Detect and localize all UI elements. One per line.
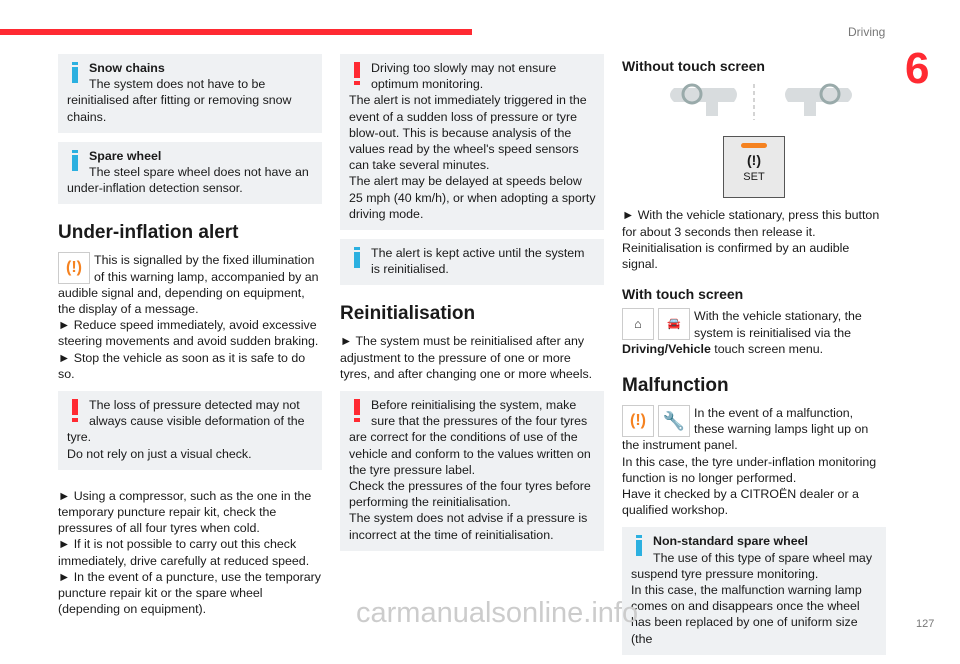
page-number: 127: [916, 618, 935, 630]
info-non-standard-spare: [622, 527, 886, 654]
warning-note: [340, 391, 604, 551]
info-snow-chains: [58, 54, 322, 133]
paragraph: With the vehicle stationary, the system is reinitialised via the: [694, 309, 862, 340]
note-text: Do not rely on just a visual check.: [67, 446, 252, 461]
note-text: The alert is not immediately triggered in the event of a sudden loss of pressure or tyre blow-out. This is because analysis of the values read by the wheel's speed sensors can take several minutes.: [349, 93, 587, 173]
wrench-icon: 🔧: [658, 405, 690, 437]
chapter-number: 6: [905, 44, 930, 93]
menu-name: Driving/Vehicle: [622, 341, 711, 356]
note-text: The system does not advise if a pressure is incorrect at the time of reinitialisation.: [349, 511, 588, 542]
tyre-pressure-warning-icon: (!): [622, 405, 654, 437]
set-button[interactable]: [723, 136, 785, 198]
column-3: [622, 54, 886, 664]
note-title: Non-standard spare wheel: [653, 534, 808, 549]
bullet: ► Reduce speed immediately, avoid excessive steering movements and avoid sudden braking.: [58, 318, 319, 349]
heading-malfunction: Malfunction: [622, 375, 729, 397]
info-note: [340, 239, 604, 285]
section-title: Driving: [848, 25, 886, 39]
note-title: Snow chains: [89, 61, 165, 75]
warning-note: [340, 54, 604, 230]
note-text: Before reinitialising the system, make sure that the pressures of the four tyres are correct for the conditions of use of the vehicle and conform to the values written on the tyre pressure label.: [349, 398, 591, 477]
bullet: ► With the vehicle stationary, press this button for about 3 seconds then release it. Reinitialisation is confirmed by an audible signal.: [622, 208, 880, 272]
bullet: ► The system must be reinitialised after any adjustment to the pressure of one or more tyres, and after changing one or more wheels.: [340, 334, 593, 381]
note-text: The use of this type of spare wheel may suspend tyre pressure monitoring.: [631, 550, 873, 581]
note-text: The system does not have to be reinitialised after fitting or removing snow chains.: [67, 77, 292, 124]
column-1: [58, 54, 322, 617]
info-icon: [67, 60, 89, 90]
dashboard-location-illustration: [622, 80, 886, 122]
note-text: The alert may be delayed at speeds below 25 mph (40 km/h), or when adopting a sporty driving mode.: [349, 174, 596, 221]
tyre-pressure-icon: (!): [747, 152, 761, 169]
indicator-light: [741, 143, 767, 148]
paragraph: Have it checked by a CITROËN dealer or a qualified workshop.: [622, 487, 859, 518]
note-text: Check the pressures of the four tyres before performing the reinitialisation.: [349, 479, 591, 510]
note-text: In this case, the malfunction warning lamp comes on and disappears once the wheel has been replaced by one of uniform size (the: [631, 583, 862, 646]
paragraph: In this case, the tyre under-inflation monitoring function is no longer performed.: [622, 454, 877, 485]
heading-under-inflation-alert: Under-inflation alert: [58, 222, 239, 244]
note-text: Driving too slowly may not ensure optimum monitoring.: [371, 61, 557, 92]
note-text: The loss of pressure detected may not always cause visible deformation of the tyre.: [67, 398, 305, 445]
set-label: SET: [743, 170, 765, 183]
heading-with-touch-screen: With touch screen: [622, 286, 744, 303]
tyre-pressure-warning-icon: (!): [58, 252, 90, 284]
bullet: ► In the event of a puncture, use the temporary puncture repair kit or the spare wheel (depending on equipment).: [58, 569, 321, 617]
note-title: Spare wheel: [89, 148, 162, 163]
bullet: ► Using a compressor, such as the one in the temporary puncture repair kit, check the pressures of all four tyres when cold.: [58, 488, 312, 536]
warning-note: [58, 391, 322, 470]
warning-icon: [349, 397, 371, 427]
warning-icon: [67, 397, 89, 427]
info-icon: [631, 533, 653, 563]
heading-reinitialisation: Reinitialisation: [340, 303, 476, 325]
info-icon: [349, 245, 371, 275]
bullet: ► Stop the vehicle as soon as it is safe to do so.: [58, 350, 306, 381]
note-text: The alert is kept active until the system is reinitialised.: [371, 246, 585, 277]
heading-without-touch-screen: Without touch screen: [622, 58, 765, 74]
paragraph: This is signalled by the fixed illumination of this warning lamp, accompanied by an audible signal and, depending on equipment, the display of a message.: [58, 253, 319, 317]
warning-icon: [349, 60, 371, 90]
info-icon: [67, 148, 89, 178]
column-2: [340, 54, 604, 560]
bullet: ► If it is not possible to carry out this check immediately, drive carefully at reduced speed.: [58, 537, 310, 568]
chapter-bar: [0, 29, 472, 35]
info-spare-wheel: [58, 142, 322, 205]
home-icon: ⌂: [622, 308, 654, 340]
note-text: The steel spare wheel does not have an under-inflation detection sensor.: [67, 165, 309, 196]
watermark: carmanualsonline.info: [356, 597, 639, 629]
car-icon: 🚘: [658, 308, 690, 340]
paragraph: In the event of a malfunction, these warning lamps light up on the instrument panel.: [622, 406, 869, 453]
paragraph: touch screen menu.: [710, 341, 824, 356]
